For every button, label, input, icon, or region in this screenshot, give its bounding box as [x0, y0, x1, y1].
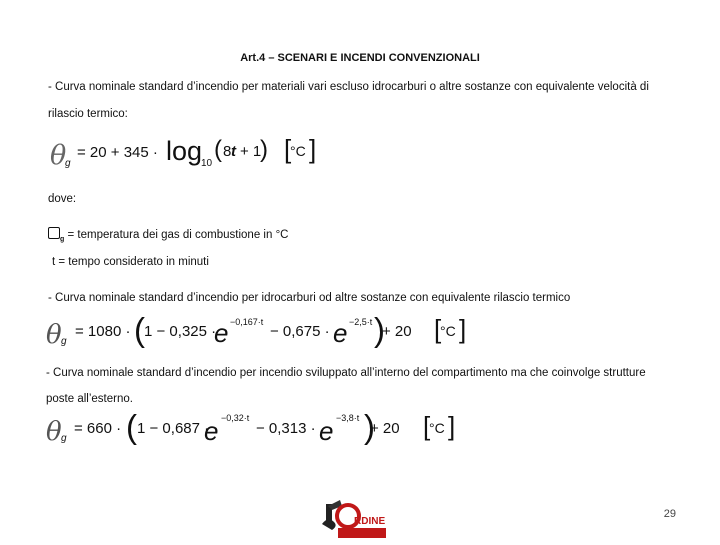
formula2-e1: e: [214, 318, 229, 348]
formula1-log: log: [166, 136, 203, 166]
formula3-sub: g: [61, 433, 67, 444]
formula1-arg-var: t: [231, 143, 236, 160]
formula2-exp2: −2,5·t: [349, 317, 373, 327]
formula1-bracket-close: ]: [309, 134, 317, 164]
dove-label: dove:: [48, 193, 77, 205]
page-number: 29: [663, 508, 676, 520]
formula3-e2: e: [319, 416, 334, 446]
formula-1: [50, 134, 350, 174]
formula-2: [46, 311, 476, 354]
formula1-log-sub: 10: [201, 158, 213, 169]
formula3-exp1: −0,32·t: [221, 413, 250, 423]
section1-line2: rilascio termico:: [48, 108, 128, 120]
formula1-paren-open: (: [214, 136, 222, 163]
formula2-one-minus: 1 − 0,325 ·: [144, 323, 217, 340]
formula3-exp2: −3,8·t: [336, 413, 360, 423]
definition-t: t = tempo considerato in minuti: [52, 256, 209, 268]
formula3-theta: θ: [46, 417, 62, 447]
formula1-eq: = 20 + 345 ·: [77, 144, 158, 161]
formula1-theta: θ: [50, 140, 67, 171]
formula3-coef: = 660 ·: [74, 420, 122, 437]
formula3-one-minus: 1 − 0,687 ·: [137, 420, 210, 437]
definition-theta: [48, 227, 288, 243]
formula2-exp1: −0,167·t: [230, 317, 264, 327]
formula3-bracket-close: ]: [448, 411, 456, 441]
section1-line1: - Curva nominale standard d’incendio per materiali vari escluso idrocarburi o altre sostanze con equivalente velocità di: [48, 81, 649, 93]
formula1-unit: °C: [290, 143, 306, 159]
formula1-bracket-open: [: [284, 134, 292, 164]
formula2-bracket-close: ]: [459, 314, 467, 344]
section3-line1: - Curva nominale standard d’incendio per incendio sviluppato all’interno del compartimento ma che coinvolge strutture: [46, 367, 646, 379]
definition-theta-text: = temperatura dei gas di combustione in °C: [67, 229, 289, 241]
formula3-unit: °C: [429, 420, 445, 436]
formula2-coef: = 1080 ·: [75, 323, 131, 340]
formula3-minus2: − 0,313 ·: [256, 420, 316, 437]
ordine-logo: [318, 496, 388, 540]
formula-3: [46, 410, 466, 452]
formula2-plus: + 20: [382, 323, 412, 340]
formula3-bracket-open: [: [423, 411, 431, 441]
formula1-arg-rest: + 1: [240, 143, 262, 160]
section2-line1: - Curva nominale standard d’incendio per idrocarburi od altre sostanze con equivalente rilascio termico: [48, 292, 571, 304]
formula1-sub: g: [65, 158, 71, 169]
formula2-e2: e: [333, 318, 348, 348]
logo-text: RDINE: [354, 516, 386, 527]
symbol-box-icon: [48, 227, 60, 239]
formula1-paren-close: ): [260, 136, 268, 163]
definition-theta-sub: g: [60, 236, 65, 243]
formula3-paren-open: (: [126, 408, 137, 445]
formula3-plus: + 20: [370, 420, 400, 437]
formula2-paren-close: ): [374, 311, 385, 348]
formula1-arg-num: 8: [223, 143, 232, 160]
formula2-minus2: − 0,675 ·: [270, 323, 330, 340]
formula3-e1: e: [204, 416, 219, 446]
formula2-theta: θ: [46, 320, 62, 350]
formula2-bracket-open: [: [434, 314, 442, 344]
page-title: Art.4 – SCENARI E INCENDI CONVENZIONALI: [240, 52, 480, 64]
formula3-paren-close: ): [364, 408, 375, 445]
formula2-unit: °C: [440, 323, 456, 339]
formula2-sub: g: [61, 336, 67, 347]
section3-line2: poste all’esterno.: [46, 393, 133, 405]
formula2-paren-open: (: [134, 311, 145, 348]
